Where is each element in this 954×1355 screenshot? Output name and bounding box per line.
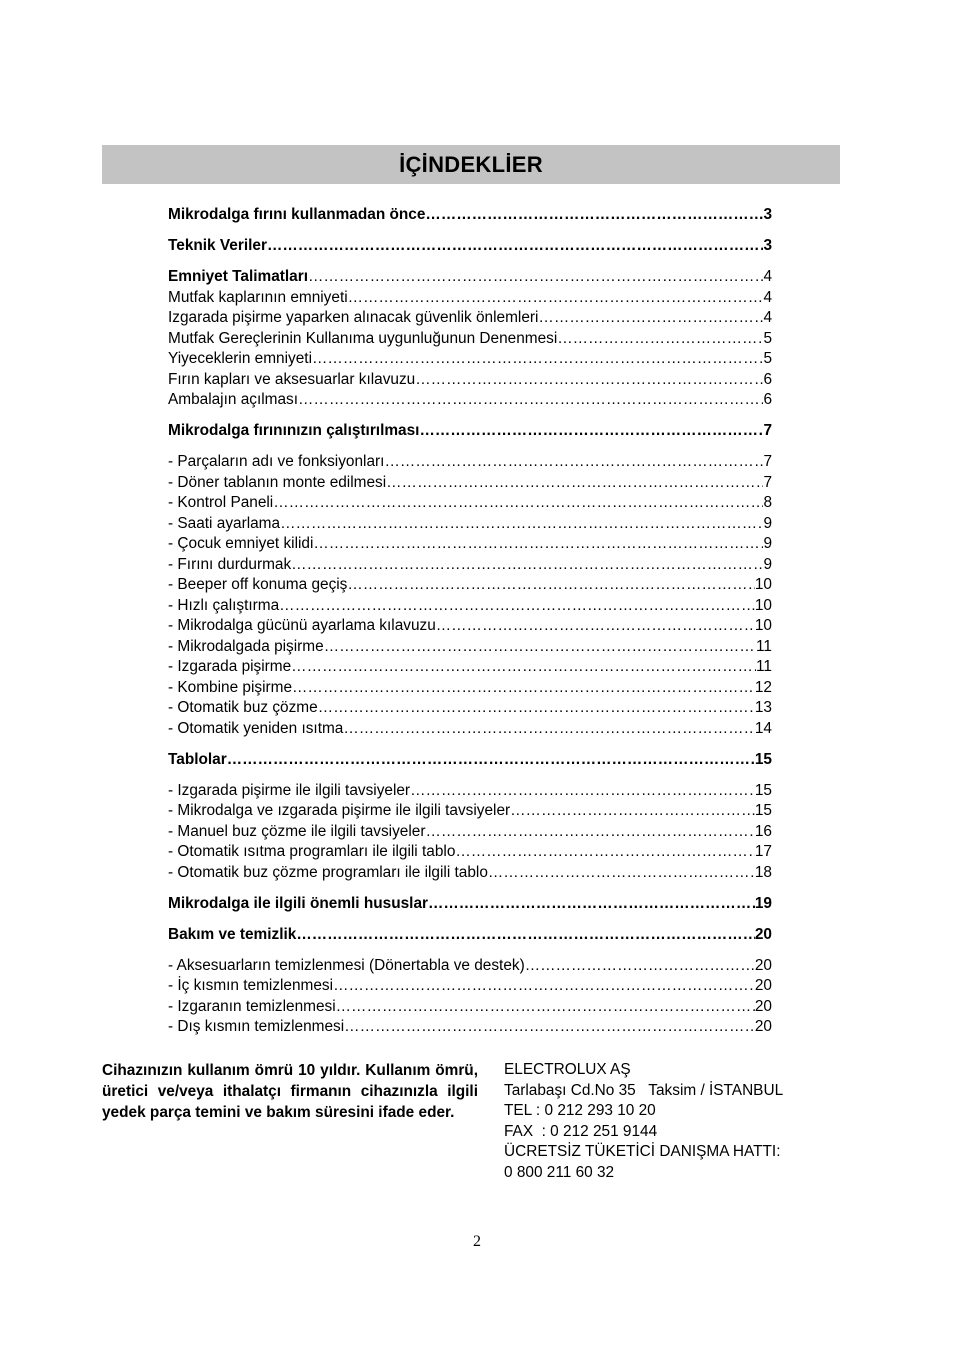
toc-dot-leader (324, 637, 756, 658)
toc-dot-leader (419, 421, 763, 442)
toc-dot-leader (384, 452, 763, 473)
toc-entry-page: 7 (763, 422, 772, 439)
toc-entry-title: - Beeper off konuma geçiş (168, 576, 348, 593)
toc-dot-leader (510, 801, 755, 822)
company-tel: TEL : 0 212 293 10 20 (504, 1102, 656, 1119)
toc-entry-page: 6 (763, 391, 772, 408)
toc-entry (168, 596, 772, 617)
toc-entry (168, 863, 772, 884)
toc-entry-page: 9 (763, 514, 772, 532)
toc-entry (168, 575, 772, 596)
toc-dot-leader (455, 842, 754, 863)
toc-entry-title: - Otomatik buz çözme (168, 699, 318, 716)
toc-dot-leader (273, 493, 763, 514)
toc-dot-leader (280, 514, 763, 535)
toc-dot-leader (313, 534, 763, 555)
toc-entry (168, 370, 772, 391)
toc-entry-title: Tablolar (168, 750, 227, 768)
toc-dot-leader (344, 1017, 755, 1038)
toc-entry-page: 4 (763, 268, 772, 285)
toc-dot-leader (227, 750, 755, 771)
toc-entry-page: 15 (754, 802, 772, 819)
toc-dot-leader (425, 205, 763, 226)
toc-entry (168, 493, 772, 514)
toc-entry-title: Emniyet Talimatları (168, 268, 308, 285)
toc-entry-title: - Dış kısmın temizlenmesi (168, 1018, 345, 1035)
toc-entry-page: 18 (754, 863, 772, 881)
toc-entry (168, 781, 772, 802)
toc-entry (168, 1017, 772, 1038)
toc-dot-leader (267, 236, 763, 257)
toc-section-gap (168, 739, 772, 750)
toc-section-gap (168, 914, 772, 925)
table-of-contents (168, 205, 772, 1038)
toc-entry-page: 11 (756, 637, 772, 655)
toc-entry-title: Mutfak kaplarının emniyeti (168, 288, 348, 306)
toc-entry-title: - Otomatik buz çözme programları ile ilgili tablo (168, 863, 488, 881)
toc-entry-title: - Döner tablanın monte edilmesi (168, 473, 387, 491)
toc-section-gap (168, 770, 772, 781)
toc-entry-title: - Mikrodalgada pişirme (168, 637, 324, 655)
toc-entry-page: 4 (763, 309, 772, 326)
toc-dot-leader (333, 976, 755, 997)
toc-entry-page: 20 (754, 925, 772, 943)
company-address (504, 1060, 844, 1183)
toc-entry-title: - Mikrodalga gücünü ayarlama kılavuzu (168, 617, 436, 634)
toc-entry (168, 698, 772, 719)
toc-entry-title: Izgarada pişirme yaparken alınacak güvenlik önlemleri (168, 309, 539, 326)
toc-entry-title: - Çocuk emniyet kilidi (168, 535, 314, 552)
toc-entry (168, 719, 772, 740)
toc-dot-leader (291, 657, 756, 678)
toc-dot-leader (428, 894, 755, 915)
toc-entry-page: 20 (754, 997, 772, 1015)
toc-entry-title: - Kombine pişirme (168, 678, 293, 696)
toc-entry-title: - Saati ayarlama (168, 514, 281, 532)
toc-dot-leader (308, 267, 763, 288)
toc-entry-page: 9 (763, 555, 772, 573)
toc-entry-page: 15 (754, 781, 772, 799)
toc-entry-page: 3 (763, 206, 772, 223)
toc-dot-leader (425, 822, 754, 843)
toc-entry-title: - Otomatik yeniden ısıtma (168, 719, 344, 737)
toc-entry (168, 842, 772, 863)
toc-entry-title: - Manuel buz çözme ile ilgili tavsiyeler (168, 822, 426, 840)
toc-entry (168, 925, 772, 946)
toc-section-gap (168, 883, 772, 894)
toc-entry-page: 20 (754, 1018, 772, 1035)
toc-dot-leader (415, 370, 763, 391)
toc-dot-leader (312, 349, 763, 370)
toc-entry-title: Mikrodalga fırını kullanmadan önce (168, 206, 426, 223)
toc-entry-title: - İç kısmın temizlenmesi (168, 977, 334, 994)
toc-entry-page: 10 (754, 617, 772, 634)
toc-dot-leader (343, 719, 755, 740)
toc-entry (168, 822, 772, 843)
toc-entry-page: 16 (754, 822, 772, 840)
toc-entry (168, 555, 772, 576)
toc-entry (168, 288, 772, 309)
toc-entry (168, 205, 772, 226)
toc-entry (168, 956, 772, 977)
toc-entry-title: - Izgarada pişirme (168, 658, 292, 675)
toc-entry-title: - Hızlı çalıştırma (168, 596, 280, 614)
toc-title-bar (102, 145, 840, 184)
toc-entry-page: 5 (763, 329, 772, 347)
toc-entry (168, 801, 772, 822)
hotline-label: ÜCRETSİZ TÜKETİCİ DANIŞMA HATTI: (504, 1143, 781, 1160)
toc-dot-leader (348, 288, 764, 309)
toc-dot-leader (436, 616, 755, 637)
toc-entry (168, 421, 772, 442)
toc-entry-page: 13 (754, 699, 772, 716)
toc-entry-title: Mutfak Gereçlerinin Kullanıma uygunluğunun Denenmesi (168, 329, 558, 347)
toc-section-gap (168, 226, 772, 237)
toc-entry (168, 894, 772, 915)
toc-entry-page: 9 (763, 535, 772, 552)
toc-dot-leader (318, 698, 755, 719)
toc-entry-title: - Mikrodalga ve ızgarada pişirme ile ilgili tavsiyeler (168, 802, 511, 819)
toc-title: İÇİNDEKLİER (399, 151, 543, 177)
toc-entry-page: 11 (756, 658, 772, 675)
toc-dot-leader (336, 997, 755, 1018)
toc-entry-title: Mikrodalga fırınınızın çalıştırılması (168, 422, 420, 439)
toc-entry (168, 657, 772, 678)
toc-dot-leader (296, 925, 755, 946)
toc-entry (168, 637, 772, 658)
toc-entry-page: 4 (763, 288, 772, 306)
toc-entry-title: - Izgarada pişirme ile ilgili tavsiyeler (168, 781, 411, 799)
toc-dot-leader (279, 596, 755, 617)
toc-dot-leader (347, 575, 755, 596)
toc-dot-leader (386, 473, 763, 494)
toc-entry-page: 10 (754, 576, 772, 593)
toc-dot-leader (298, 390, 763, 411)
toc-section-gap (168, 257, 772, 268)
toc-entry-title: Ambalajın açılması (168, 391, 299, 408)
toc-entry-title: Yiyeceklerin emniyeti (168, 350, 312, 367)
toc-entry-page: 6 (763, 370, 772, 388)
toc-dot-leader (291, 555, 763, 576)
toc-section-gap (168, 411, 772, 422)
toc-entry-title: - Izgaranın temizlenmesi (168, 997, 336, 1015)
toc-entry (168, 349, 772, 370)
company-name: ELECTROLUX AŞ (504, 1061, 631, 1078)
toc-entry-title: Teknik Veriler (168, 237, 267, 254)
toc-entry-page: 19 (754, 894, 772, 912)
lifetime-note: Cihazınızın kullanım ömrü 10 yıldır. Kullanım ömrü, üretici ve/veya ithalatçı firmanın cihazınızla ilgili yedek parça temini ve bakım süresini ifade eder. (102, 1062, 478, 1121)
hotline-number: 0 800 211 60 32 (504, 1163, 615, 1181)
toc-entry-page: 15 (754, 750, 772, 768)
toc-entry-title: Mikrodalga ile ilgili önemli hususlar (168, 894, 428, 912)
page-number: 2 (473, 1233, 481, 1250)
toc-entry (168, 308, 772, 329)
toc-entry-page: 20 (754, 956, 772, 974)
toc-entry-page: 14 (754, 719, 772, 737)
toc-entry (168, 473, 772, 494)
toc-entry-title: Bakım ve temizlik (168, 925, 297, 943)
toc-entry-page: 7 (763, 473, 772, 491)
toc-entry-page: 5 (763, 350, 772, 367)
toc-entry-page: 7 (763, 453, 772, 470)
toc-dot-leader (292, 678, 755, 699)
company-fax: FAX : 0 212 251 9144 (504, 1122, 658, 1140)
toc-entry-page: 8 (763, 494, 772, 511)
toc-entry-title: - Aksesuarların temizlenmesi (Dönertabla ve destek) (168, 956, 525, 974)
toc-entry (168, 616, 772, 637)
toc-entry-page: 17 (754, 843, 772, 860)
toc-entry (168, 678, 772, 699)
company-street: Tarlabaşı Cd.No 35 Taksim / İSTANBUL (504, 1081, 784, 1099)
toc-entry (168, 750, 772, 771)
toc-entry-page: 10 (754, 596, 772, 614)
toc-entry-title: Fırın kapları ve aksesuarlar kılavuzu (168, 370, 416, 388)
toc-dot-leader (538, 308, 763, 329)
toc-entry (168, 534, 772, 555)
toc-entry (168, 514, 772, 535)
toc-section-gap (168, 945, 772, 956)
toc-entry (168, 236, 772, 257)
toc-entry-page: 12 (754, 678, 772, 696)
toc-entry-page: 20 (754, 977, 772, 994)
toc-entry-title: - Kontrol Paneli (168, 494, 274, 511)
toc-dot-leader (525, 956, 755, 977)
toc-entry-page: 3 (763, 237, 772, 254)
toc-entry (168, 390, 772, 411)
toc-dot-leader (488, 863, 755, 884)
toc-section-gap (168, 442, 772, 453)
toc-entry-title: - Otomatik ısıtma programları ile ilgili tablo (168, 843, 456, 860)
toc-entry (168, 976, 772, 997)
toc-dot-leader (410, 781, 755, 802)
toc-entry-title: - Parçaların adı ve fonksiyonları (168, 453, 385, 470)
toc-entry (168, 452, 772, 473)
toc-entry (168, 329, 772, 350)
toc-entry (168, 997, 772, 1018)
toc-entry (168, 267, 772, 288)
toc-dot-leader (557, 329, 763, 350)
toc-entry-title: - Fırını durdurmak (168, 555, 292, 573)
